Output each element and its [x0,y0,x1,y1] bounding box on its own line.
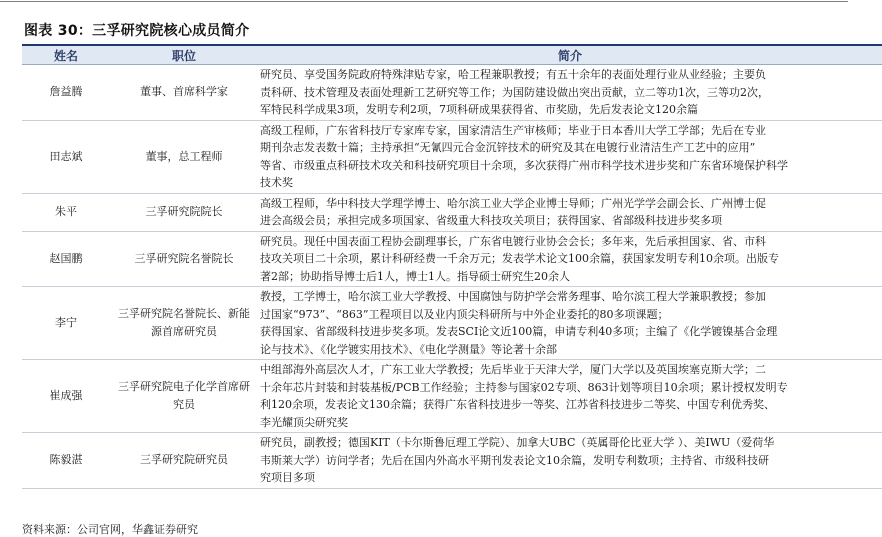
member-position: 董事，总工程师 [145,149,223,163]
member-intro [258,287,882,359]
table-row [22,65,882,121]
table-row [22,232,882,288]
table-row [22,360,882,433]
intro-line: 著2部；协助指导博士后1人，博士1人。指导硕士研究生20余人 [260,269,570,283]
member-name: 陈毅湛 [49,453,83,467]
table-row [22,194,882,232]
intro-line: 军特民科学成果3项，发明专利2项，7项科研成果获得省、市奖励，先后发表论文120余篇 [260,103,698,116]
table-body [22,65,882,489]
header-position: 职位 [171,48,196,63]
intro-line: 十余年芯片封装和封装基板/PCB工作经验；主持参与国家02专项、863计划等项目10余项；累计授权发明专 [260,380,788,394]
member-name: 赵国鹏 [49,251,83,265]
member-position: 三孚研究院院长 [145,205,223,218]
table-row [22,433,882,489]
member-intro [258,121,882,193]
member-intro [258,360,882,432]
intro-line: 研究员，副教授；德国KIT（卡尔斯鲁厄理工学院）、加拿大UBC（英属哥伦比亚大学 ）、美IWU（爱荷华 [260,436,775,449]
intro-line: 等省、市级重点科研技术攻关和科技研究项目十余项，多次获得广州市科学技术进步奖和广东省环境保护科学 [260,158,788,172]
member-position: 三孚研究院电子化学首席研究员 [118,380,250,411]
member-name: 田志斌 [49,149,83,163]
intro-line: 高级工程师，华中科技大学理学博士、哈尔滨工业大学企业博士导师；广州光学学会副会长、广州博士促 [260,196,766,210]
header-intro: 简介 [557,48,582,63]
member-name: 崔成强 [49,389,83,402]
intro-line: 研究员、享受国务院政府特殊津贴专家，哈工程兼职教授；有五十余年的表面处理行业从业经验；主要负 [260,68,766,81]
member-intro [258,65,882,120]
intro-line: 研究员。现任中国表面工程协会副理事长，广东省电镀行业协会会长；多年来，先后承担国家、省、市科 [260,234,766,248]
intro-line: 责科研、技术管理及表面处理新工艺研究等工作；为国防建设做出突出贡献，立二等功1次，三等功2次， [260,85,769,99]
table-row [22,287,882,360]
intro-line: 利120余项，发表论文130余篇；获得广东省科技进步一等奖、江苏省科技进步二等奖、中国专利优秀奖、 [260,398,775,411]
header-name: 姓名 [53,48,78,63]
member-position: 三孚研究院名誉院长 [134,251,234,265]
intro-line: 李光耀顶尖研究奖 [260,415,348,429]
intro-line: 过国家“973”、“863”工程项目以及业内顶尖科研所与中外企业委托的80多项课题； [260,307,669,321]
intro-line: 技攻关项目二十余项，累计科研经费一千余万元；发表学术论文100余篇，获国家发明专利10余项。出版专 [260,252,779,265]
member-position: 三孚研究院名誉院长、新能源首席研究员 [118,307,250,338]
intro-line: 韦斯莱大学）访问学者；先后在国内外高水平期刊发表论文10余篇，发明专利数项；主持省、市级科技研 [260,453,769,467]
intro-line: 期刊杂志发表数十篇；主持承担“无氰四元合金沉锌技术的研究及其在电镀行业清洁生产工艺中的应用” [260,141,756,154]
intro-line: 获得国家、省部级科技进步奖多项。发表SCI论文近100篇，申请专利40多项；主编了《化学镀镍基合金理 [260,325,778,338]
intro-line: 进会高级会员；承担完成多项国家、省级重大科技攻关项目；获得国家、省部级科技进步奖多项 [260,214,722,227]
member-intro [258,232,882,287]
table-row [22,121,882,194]
member-position: 董事、首席科学家 [140,85,228,99]
member-name: 李宁 [55,316,77,329]
figure-title: 图表 30：三孚研究院核心成员简介 [24,23,250,39]
intro-line: 技术奖 [260,176,293,189]
members-table [22,44,882,489]
intro-line: 究项目多项 [260,471,315,484]
intro-line: 高级工程师，广东省科技厅专家库专家，国家清洁生产审核师；毕业于日本香川大学工学部；先后在专业 [260,123,766,137]
member-intro [258,433,882,488]
member-name: 朱平 [55,205,77,218]
table-header [22,44,882,65]
top-rule [0,1,848,2]
member-position: 三孚研究院研究员 [140,453,228,467]
intro-line: 中组部海外高层次人才，广东工业大学教授；先后毕业于天津大学，厦门大学以及英国埃塞克斯大学；二 [260,363,766,376]
intro-line: 论与技术》、《化学镀实用技术》、《电化学测量》等论著十余部 [260,342,557,356]
member-name: 詹益腾 [49,85,83,99]
intro-line: 教授，工学博士，哈尔滨工业大学教授、中国腐蚀与防护学会常务理事、哈尔滨工程大学兼职教授；参加 [260,290,766,303]
source-note: 资料来源：公司官网，华鑫证券研究 [22,523,198,536]
member-intro [258,194,882,231]
